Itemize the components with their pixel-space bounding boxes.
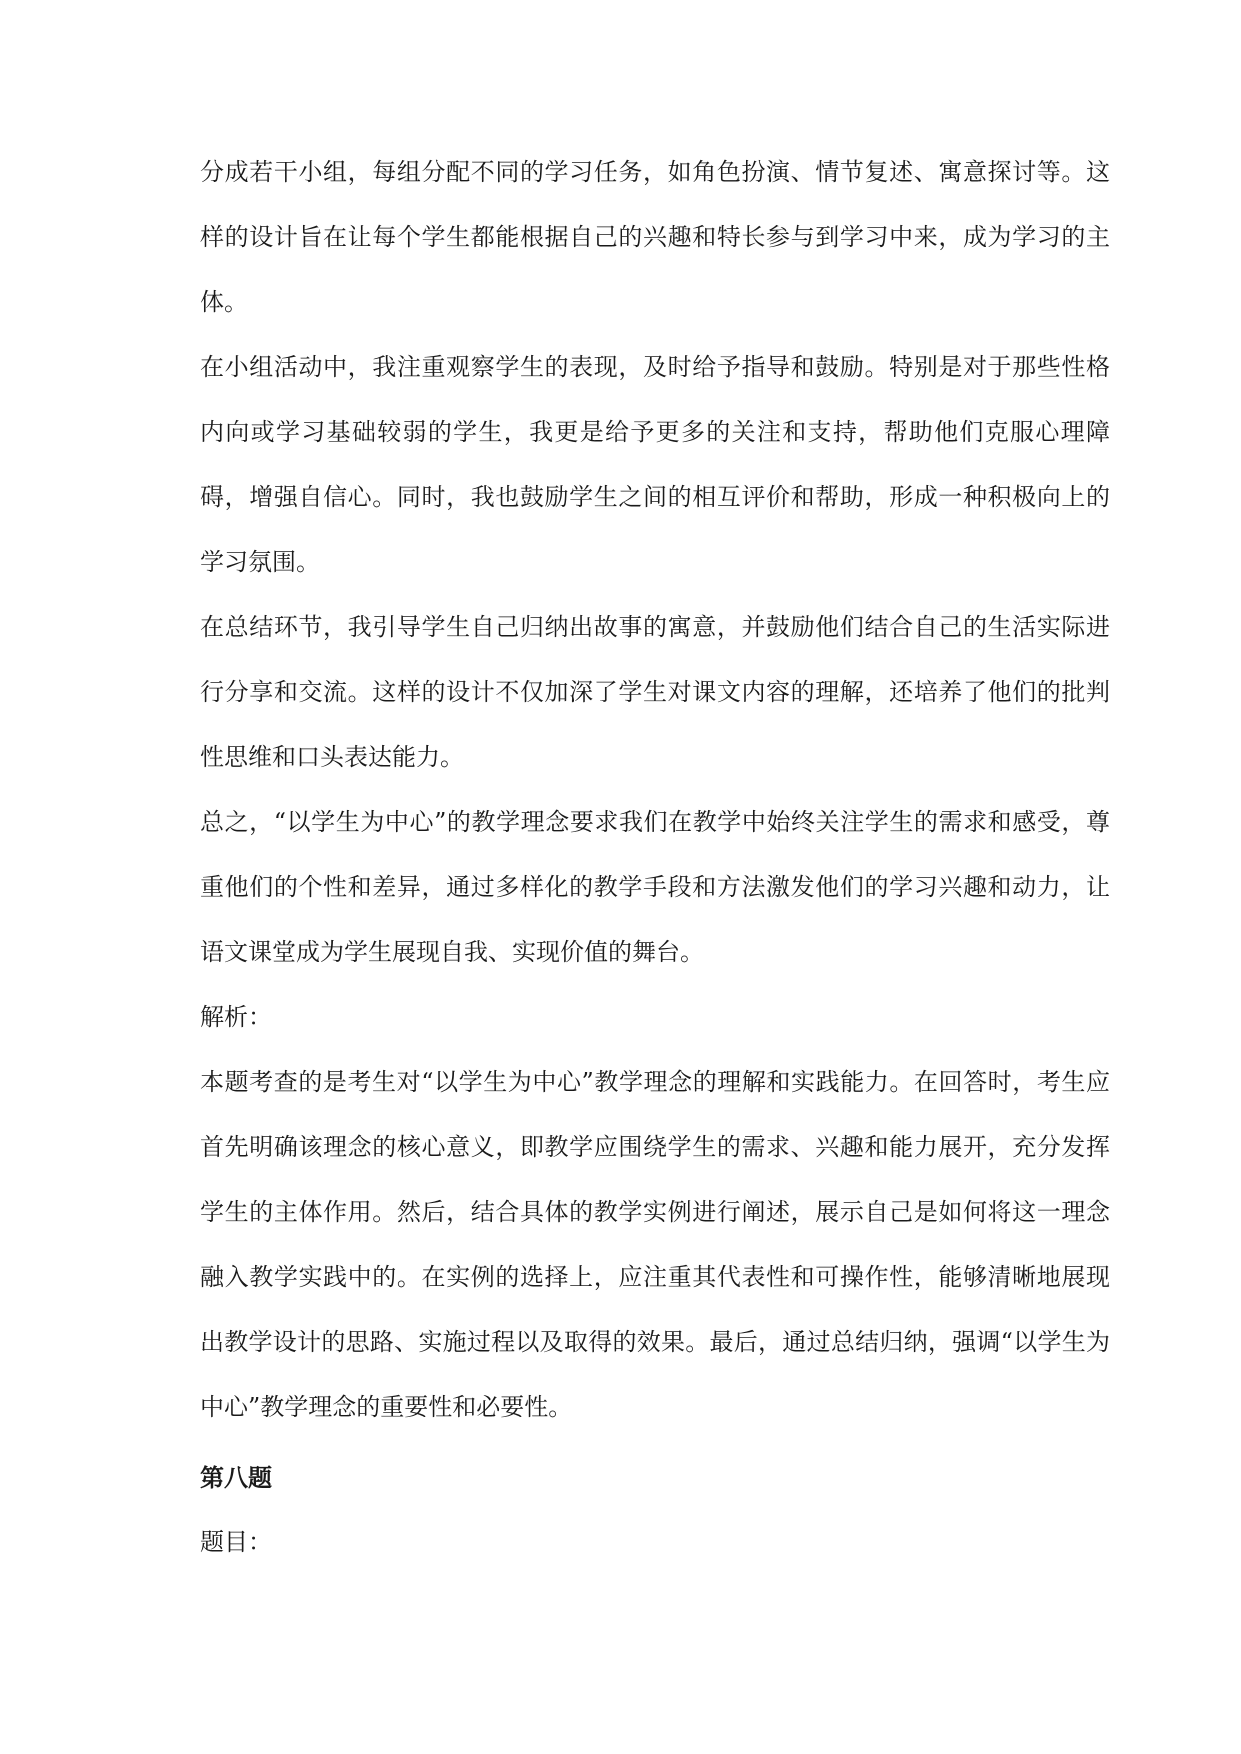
question-label: 题目：	[200, 1528, 272, 1556]
paragraph-summary-step: 在总结环节，我引导学生自己归纳出故事的寓意，并鼓励他们结合自己的生活实际进行分享和交流。这样的设计不仅加深了学生对课文内容的理解，还培养了他们的批判性思维和口头表达能力。	[200, 613, 1110, 771]
paragraph-group-activity: 在小组活动中，我注重观察学生的表现，及时给予指导和鼓励。特别是对于那些性格内向或学习基础较弱的学生，我更是给予更多的关注和支持，帮助他们克服心理障碍，增强自信心。同时，我也鼓励学生之间的相互评价和帮助，形成一种积极向上的学习氛围。	[200, 353, 1110, 576]
paragraph-group-task: 分成若干小组，每组分配不同的学习任务，如角色扮演、情节复述、寓意探讨等。这样的设计旨在让每个学生都能根据自己的兴趣和特长参与到学习中来，成为学习的主体。	[200, 158, 1110, 316]
paragraph-analysis: 本题考查的是考生对“以学生为中心”教学理念的理解和实践能力。在回答时，考生应首先明确该理念的核心意义，即教学应围绕学生的需求、兴趣和能力展开，充分发挥学生的主体作用。然后，结合具体的教学实例进行阐述，展示自己是如何将这一理念融入教学实践中的。在实例的选择上，应注重其代表性和可操作性，能够清晰地展现出教学设计的思路、实施过程以及取得的效果。最后，通过总结归纳，强调“以学生为中心”教学理念的重要性和必要性。	[200, 1068, 1110, 1421]
section-heading: 第八题	[200, 1463, 272, 1492]
document-page	[200, 140, 1110, 1575]
analysis-label: 解析：	[200, 1003, 272, 1031]
paragraph-conclusion: 总之，“以学生为中心”的教学理念要求我们在教学中始终关注学生的需求和感受，尊重他们的个性和差异，通过多样化的教学手段和方法激发他们的学习兴趣和动力，让语文课堂成为学生展现自我、实现价值的舞台。	[200, 808, 1110, 966]
